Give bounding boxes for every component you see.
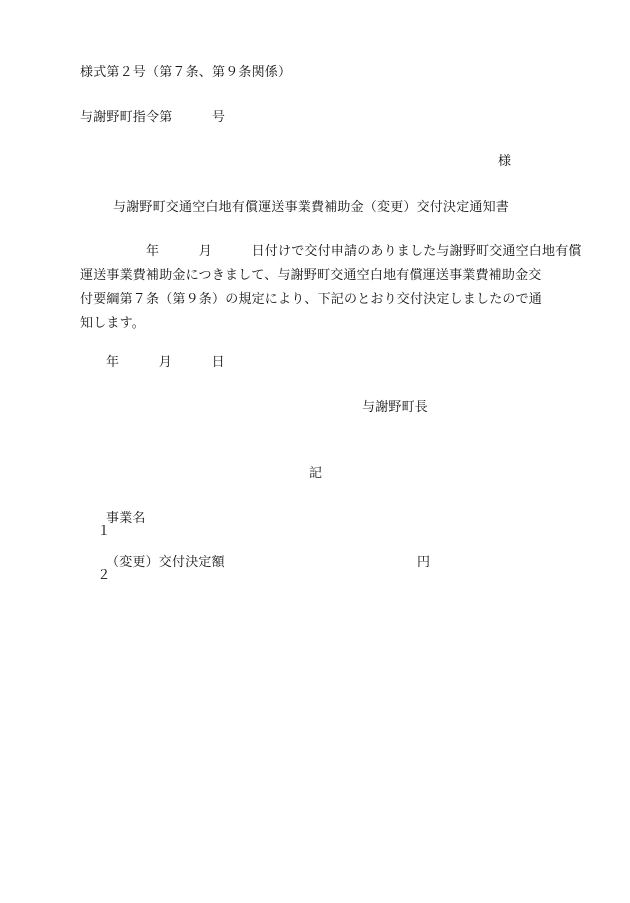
directive-gap: [172, 110, 212, 125]
body-line: 知します。: [80, 316, 145, 331]
issue-date-line: 年 月 日: [106, 355, 225, 370]
currency-unit: 円: [417, 555, 431, 570]
record-heading: 記: [309, 466, 323, 481]
body-paragraph: [80, 244, 582, 341]
form-number: 様式第２号（第７条、第９条関係）: [80, 65, 292, 80]
item-label: （変更）交付決定額: [106, 555, 225, 570]
item-label: 事業名: [106, 511, 146, 526]
item-number: １: [97, 524, 111, 539]
issuer-name: 与謝野町長: [362, 400, 429, 415]
body-line: 運送事業費補助金につきまして、与謝野町交通空白地有償運送事業費補助金交: [80, 268, 542, 283]
item-grant-amount: [80, 556, 440, 621]
directive-prefix: 与謝野町指令第: [80, 110, 173, 125]
addressee-suffix: 様: [498, 154, 512, 169]
item-number: ２: [97, 568, 111, 583]
directive-suffix: 号: [212, 110, 226, 125]
document-title: 与謝野町交通空白地有償運送事業費補助金（変更）交付決定通知書: [113, 200, 510, 215]
directive-line: [80, 111, 225, 124]
body-line: 年 月 日付けで交付申請のありました与謝野町交通空白地有償: [80, 244, 582, 259]
body-line: 付要綱第７条（第９条）の規定により、下記のとおり交付決定しましたので通: [80, 292, 543, 307]
